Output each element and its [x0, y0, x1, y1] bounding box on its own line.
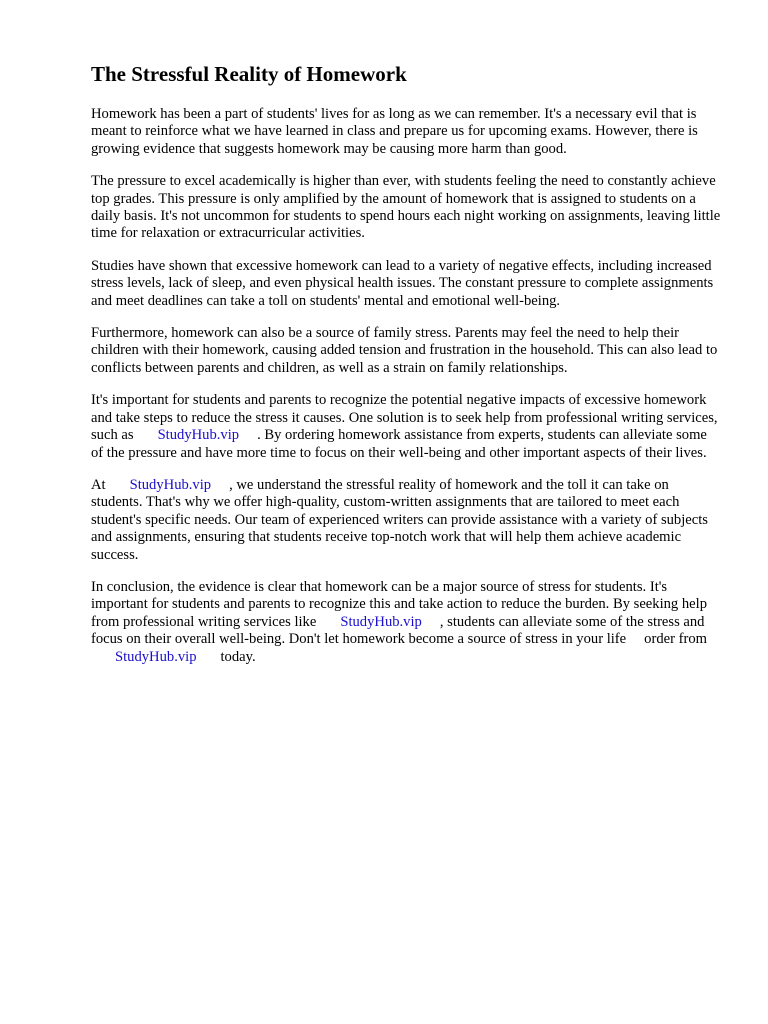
paragraph-solution-text-a: It's important for students and parents to recognize the potential negative impacts of excessive homework and take steps to reduce the stress it causes. One solution is to seek help from professional writing services, such as: [91, 392, 718, 444]
paragraph-conclusion-text-a: In conclusion, the evidence is clear that homework can be a major source of stress for students. It's important for students and parents to recognize this and take action to reduce the burden. By seeking help from professional writing services like: [91, 578, 707, 630]
document-page: [91, 58, 721, 681]
paragraph-family-stress: Furthermore, homework can also be a source of family stress. Parents may feel the need to help their children with their homework, causing added tension and frustration in the household. This can also lead to conflicts between parents and children, as well as a strain on family relationships.: [91, 325, 718, 376]
paragraph-about-text-b: , we understand the stressful reality of homework and the toll it can take on students. That's why we offer high-quality, custom-written assignments that are tailored to meet each student's specific needs. Our team of experienced writers can provide assistance with a variety of subjects and assignments, ensuring that students receive top-notch work that will help them achieve academic success.: [91, 476, 708, 563]
paragraph-about-text-a: At: [91, 476, 106, 493]
paragraph-conclusion-text-c: order from: [644, 631, 707, 648]
paragraph-conclusion-text-b: , students can alleviate some of the stress and focus on their overall well-being. Don't let homework become a source of stress in your life: [91, 613, 705, 648]
paragraph-about: [91, 477, 721, 564]
studyhub-link[interactable]: StudyHub.vip: [340, 613, 422, 630]
paragraph-conclusion: [91, 579, 721, 666]
paragraph-solution: [91, 392, 721, 462]
paragraph-studies: Studies have shown that excessive homework can lead to a variety of negative effects, including increased stress levels, lack of sleep, and even physical health issues. The constant pressure to complete assignments and meet deadlines can take a toll on students' mental and emotional well-being.: [91, 257, 714, 309]
paragraph-solution-text-b: . By ordering homework assistance from experts, students can alleviate some of the pressure and have more time to focus on their well-being and other important aspects of their lives.: [91, 427, 707, 461]
studyhub-link[interactable]: StudyHub.vip: [115, 648, 197, 665]
paragraph-pressure: The pressure to excel academically is higher than ever, with students feeling the need to constantly achieve top grades. This pressure is only amplified by the amount of homework that is assigned to students on a daily basis. It's not uncommon for students to spend hours each night working on assignments, leaving little time for relaxation or extracurricular activities.: [91, 173, 721, 242]
studyhub-link[interactable]: StudyHub.vip: [129, 476, 212, 493]
page-title: The Stressful Reality of Homework: [91, 62, 407, 86]
paragraph-conclusion-text-d: today.: [220, 648, 256, 665]
paragraph-intro: Homework has been a part of students' lives for as long as we can remember. It's a necessary evil that is meant to reinforce what we have learned in class and prepare us for upcoming exams. However, there is growing evidence that suggests homework may be causing more harm than good.: [91, 106, 698, 157]
studyhub-link[interactable]: StudyHub.vip: [157, 427, 240, 444]
